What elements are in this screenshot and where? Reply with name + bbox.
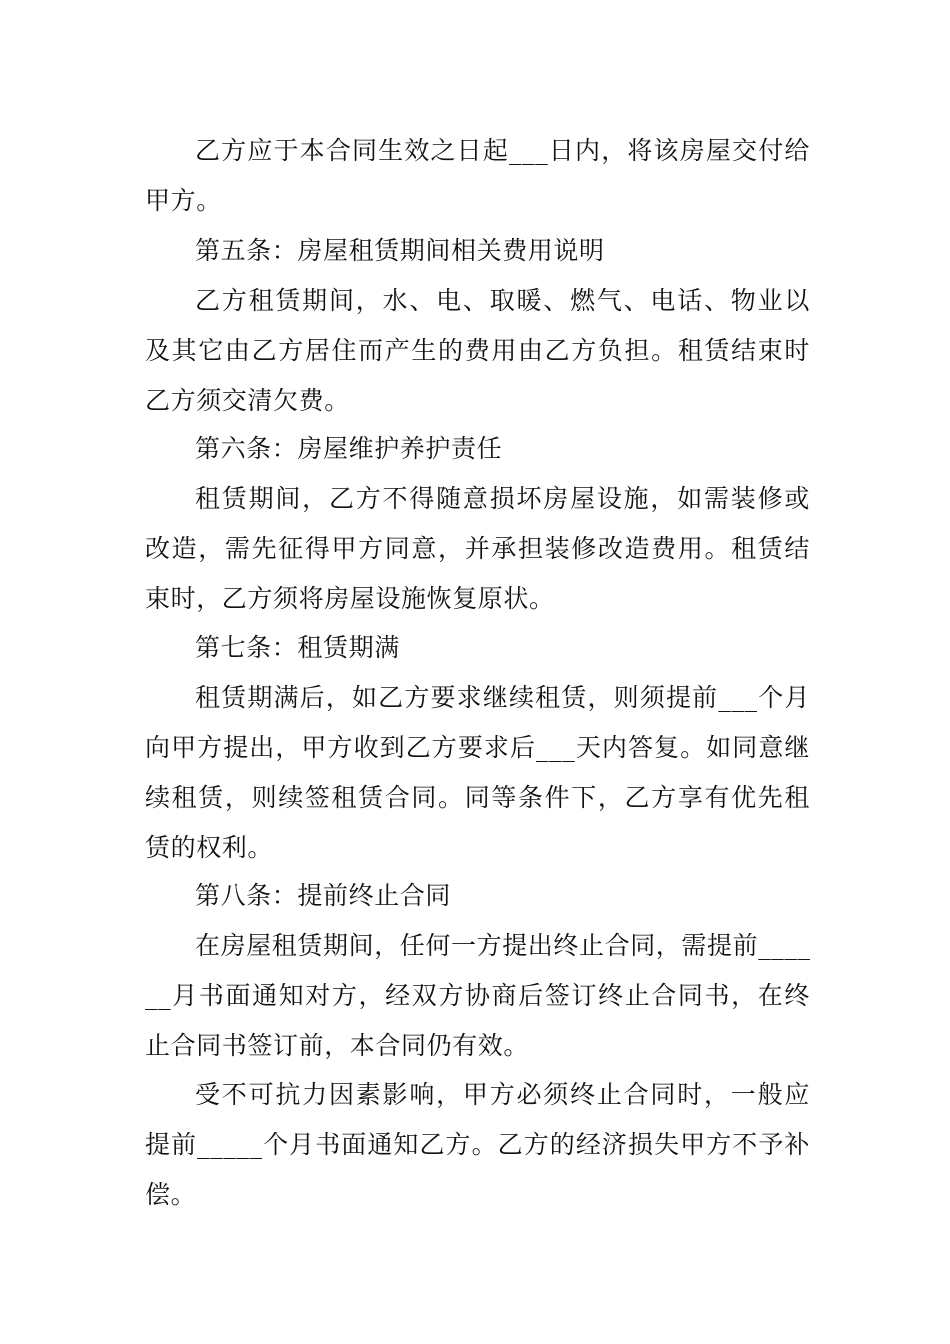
article-8-line-2: __月书面通知对方，经双方协商后签订终止合同书，在终 [145,981,810,1010]
article-6-line-1: 租赁期间，乙方不得随意损坏房屋设施，如需装修或 [195,484,810,513]
article-6-line-3: 束时，乙方须将房屋设施恢复原状。 [145,584,555,613]
article-6-line-2: 改造，需先征得甲方同意，并承担装修改造费用。租赁结 [145,534,810,563]
force-majeure-line-1: 受不可抗力因素影响，甲方必须终止合同时，一般应 [195,1080,810,1109]
article-5-heading: 第五条：房屋租赁期间相关费用说明 [195,236,605,265]
article-7-line-4: 赁的权利。 [145,833,274,862]
force-majeure-line-2: 提前_____个月书面通知乙方。乙方的经济损失甲方不予补 [145,1130,810,1159]
article-7-heading: 第七条：租赁期满 [195,633,400,662]
article-7-line-1: 租赁期满后，如乙方要求继续租赁，则须提前___个月 [195,683,810,712]
article-7-line-2: 向甲方提出，甲方收到乙方要求后___天内答复。如同意继 [145,733,810,762]
article-5-line-1: 乙方租赁期间，水、电、取暖、燃气、电话、物业以 [195,286,810,315]
article-5-line-2: 及其它由乙方居住而产生的费用由乙方负担。租赁结束时 [145,336,810,365]
article-8-line-1: 在房屋租赁期间，任何一方提出终止合同，需提前____ [195,931,811,960]
paragraph-delivery-line-1: 乙方应于本合同生效之日起___日内，将该房屋交付给 [195,136,810,165]
paragraph-delivery-line-2: 甲方。 [145,186,222,215]
article-8-line-3: 止合同书签订前，本合同仍有效。 [145,1031,530,1060]
article-7-line-3: 续租赁，则续签租赁合同。同等条件下，乙方享有优先租 [145,783,810,812]
article-8-heading: 第八条：提前终止合同 [195,881,452,910]
force-majeure-line-3: 偿。 [145,1180,197,1209]
article-5-line-3: 乙方须交清欠费。 [145,386,350,415]
article-6-heading: 第六条：房屋维护养护责任 [195,434,503,463]
